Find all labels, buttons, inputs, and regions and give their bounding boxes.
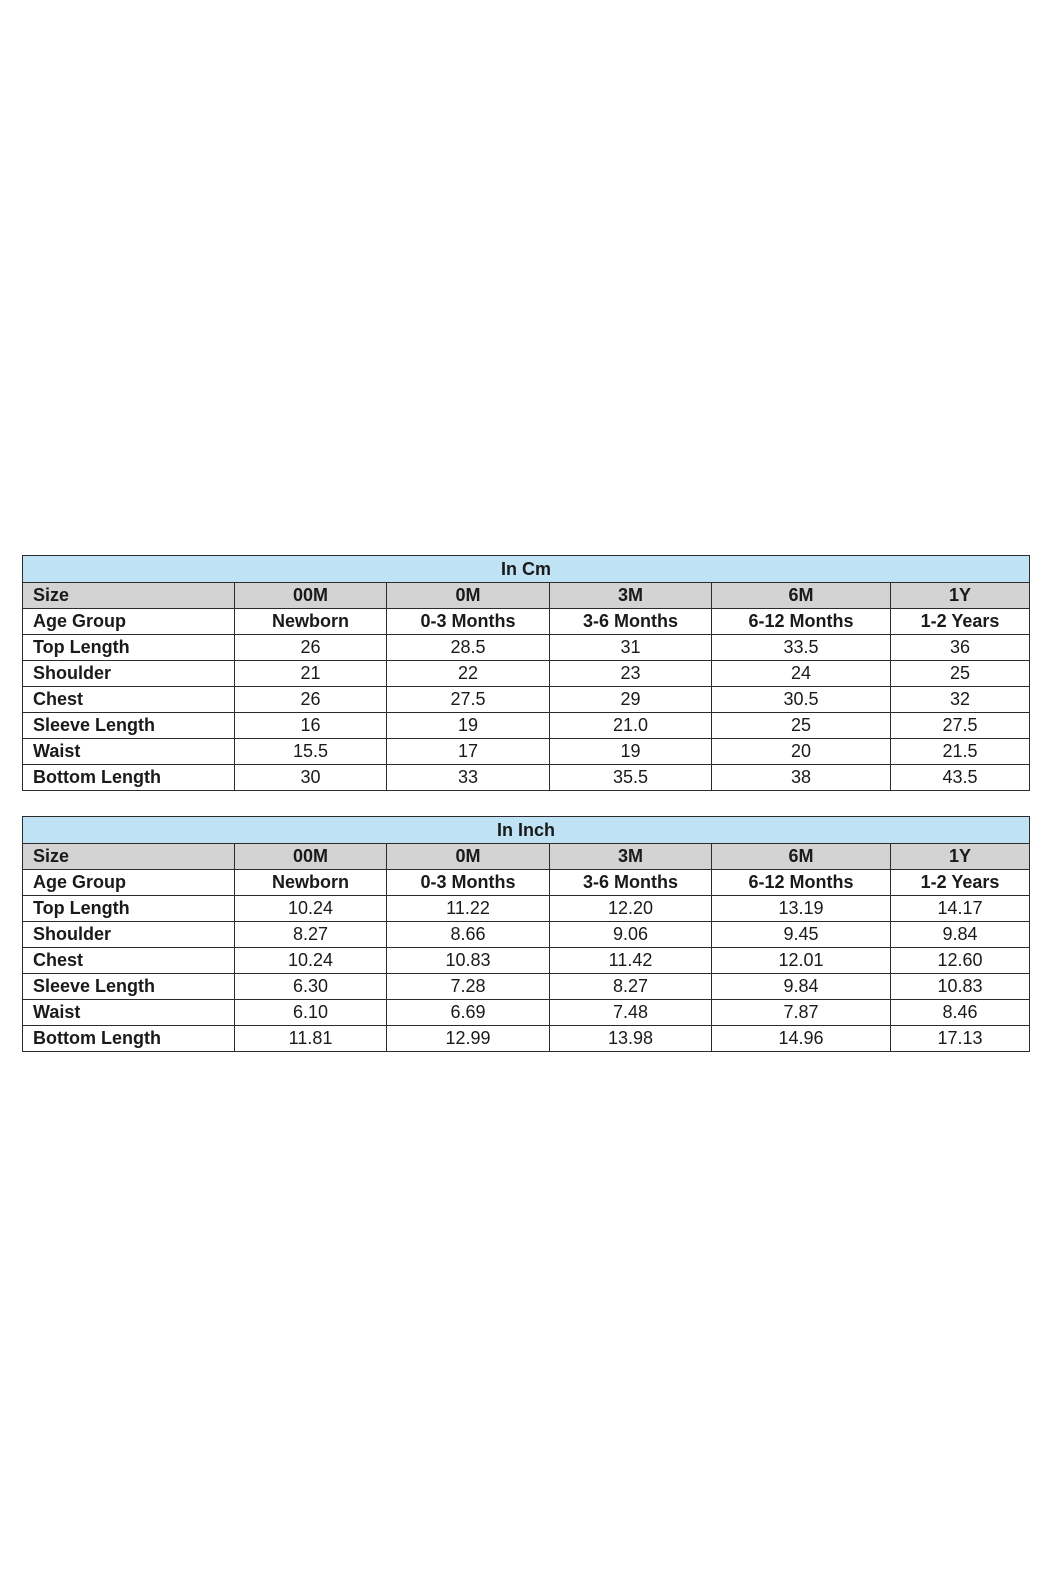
age-group-cell: 0-3 Months [387, 609, 550, 635]
table-row [23, 896, 1030, 922]
row-label: Waist [23, 1000, 235, 1026]
measurement-cell: 21.5 [891, 739, 1030, 765]
measurement-cell: 11.81 [235, 1026, 387, 1052]
row-label: Size [23, 844, 235, 870]
measurement-cell: 32 [891, 687, 1030, 713]
row-label: Chest [23, 948, 235, 974]
table-title-row [23, 556, 1030, 583]
size-header-cell: 0M [387, 844, 550, 870]
table-row [23, 687, 1030, 713]
table-row [23, 713, 1030, 739]
measurement-cell: 14.17 [891, 896, 1030, 922]
measurement-cell: 17 [387, 739, 550, 765]
measurement-cell: 21.0 [550, 713, 712, 739]
age-group-cell: 3-6 Months [550, 609, 712, 635]
measurement-cell: 33 [387, 765, 550, 791]
measurement-cell: 25 [891, 661, 1030, 687]
size-header-cell: 0M [387, 583, 550, 609]
measurement-cell: 19 [550, 739, 712, 765]
measurement-cell: 21 [235, 661, 387, 687]
measurement-cell: 43.5 [891, 765, 1030, 791]
size-header-cell: 6M [712, 844, 891, 870]
measurement-cell: 12.01 [712, 948, 891, 974]
row-label: Age Group [23, 609, 235, 635]
measurement-cell: 20 [712, 739, 891, 765]
table-title-row [23, 817, 1030, 844]
measurement-cell: 27.5 [891, 713, 1030, 739]
table-title: In Cm [23, 556, 1030, 583]
row-label: Bottom Length [23, 765, 235, 791]
table-row [23, 1026, 1030, 1052]
measurement-cell: 10.24 [235, 948, 387, 974]
row-label: Bottom Length [23, 1026, 235, 1052]
measurement-cell: 7.87 [712, 1000, 891, 1026]
size-header-cell: 3M [550, 844, 712, 870]
age-group-cell: 1-2 Years [891, 609, 1030, 635]
measurement-cell: 8.27 [235, 922, 387, 948]
row-label: Top Length [23, 896, 235, 922]
table-row [23, 765, 1030, 791]
measurement-cell: 27.5 [387, 687, 550, 713]
row-label: Size [23, 583, 235, 609]
age-group-cell: Newborn [235, 870, 387, 896]
measurement-cell: 13.19 [712, 896, 891, 922]
measurement-cell: 7.28 [387, 974, 550, 1000]
measurement-cell: 8.46 [891, 1000, 1030, 1026]
row-label: Shoulder [23, 661, 235, 687]
measurement-cell: 9.84 [891, 922, 1030, 948]
measurement-cell: 10.24 [235, 896, 387, 922]
row-label: Sleeve Length [23, 713, 235, 739]
measurement-cell: 12.60 [891, 948, 1030, 974]
row-label: Chest [23, 687, 235, 713]
size-header-cell: 3M [550, 583, 712, 609]
table-row [23, 922, 1030, 948]
size-chart-inch [22, 816, 1030, 1052]
measurement-cell: 9.84 [712, 974, 891, 1000]
measurement-cell: 38 [712, 765, 891, 791]
size-header-cell: 1Y [891, 583, 1030, 609]
table-row [23, 948, 1030, 974]
measurement-cell: 31 [550, 635, 712, 661]
measurement-cell: 12.99 [387, 1026, 550, 1052]
measurement-cell: 30 [235, 765, 387, 791]
measurement-cell: 6.69 [387, 1000, 550, 1026]
measurement-cell: 8.27 [550, 974, 712, 1000]
table-row [23, 635, 1030, 661]
measurement-cell: 25 [712, 713, 891, 739]
table-row [23, 974, 1030, 1000]
row-label: Waist [23, 739, 235, 765]
age-group-cell: Newborn [235, 609, 387, 635]
table-row [23, 661, 1030, 687]
measurement-cell: 11.42 [550, 948, 712, 974]
size-header-cell: 00M [235, 583, 387, 609]
size-header-row [23, 583, 1030, 609]
size-header-row [23, 844, 1030, 870]
measurement-cell: 35.5 [550, 765, 712, 791]
measurement-cell: 11.22 [387, 896, 550, 922]
age-group-cell: 0-3 Months [387, 870, 550, 896]
measurement-cell: 28.5 [387, 635, 550, 661]
measurement-cell: 10.83 [891, 974, 1030, 1000]
measurement-cell: 17.13 [891, 1026, 1030, 1052]
measurement-cell: 6.10 [235, 1000, 387, 1026]
measurement-cell: 9.06 [550, 922, 712, 948]
measurement-cell: 7.48 [550, 1000, 712, 1026]
measurement-cell: 6.30 [235, 974, 387, 1000]
measurement-cell: 9.45 [712, 922, 891, 948]
measurement-cell: 22 [387, 661, 550, 687]
measurement-cell: 12.20 [550, 896, 712, 922]
measurement-cell: 36 [891, 635, 1030, 661]
size-chart-cm [22, 555, 1030, 791]
measurement-cell: 29 [550, 687, 712, 713]
table-row [23, 1000, 1030, 1026]
measurement-cell: 24 [712, 661, 891, 687]
table-title: In Inch [23, 817, 1030, 844]
row-label: Sleeve Length [23, 974, 235, 1000]
measurement-cell: 33.5 [712, 635, 891, 661]
size-header-cell: 6M [712, 583, 891, 609]
age-group-cell: 3-6 Months [550, 870, 712, 896]
measurement-cell: 16 [235, 713, 387, 739]
measurement-cell: 19 [387, 713, 550, 739]
measurement-cell: 23 [550, 661, 712, 687]
measurement-cell: 15.5 [235, 739, 387, 765]
age-group-cell: 6-12 Months [712, 870, 891, 896]
measurement-cell: 26 [235, 635, 387, 661]
age-group-cell: 6-12 Months [712, 609, 891, 635]
size-header-cell: 1Y [891, 844, 1030, 870]
table-row [23, 739, 1030, 765]
measurement-cell: 30.5 [712, 687, 891, 713]
row-label: Shoulder [23, 922, 235, 948]
measurement-cell: 8.66 [387, 922, 550, 948]
age-group-row [23, 870, 1030, 896]
size-header-cell: 00M [235, 844, 387, 870]
measurement-cell: 10.83 [387, 948, 550, 974]
age-group-row [23, 609, 1030, 635]
age-group-cell: 1-2 Years [891, 870, 1030, 896]
measurement-cell: 26 [235, 687, 387, 713]
row-label: Age Group [23, 870, 235, 896]
measurement-cell: 14.96 [712, 1026, 891, 1052]
measurement-cell: 13.98 [550, 1026, 712, 1052]
row-label: Top Length [23, 635, 235, 661]
